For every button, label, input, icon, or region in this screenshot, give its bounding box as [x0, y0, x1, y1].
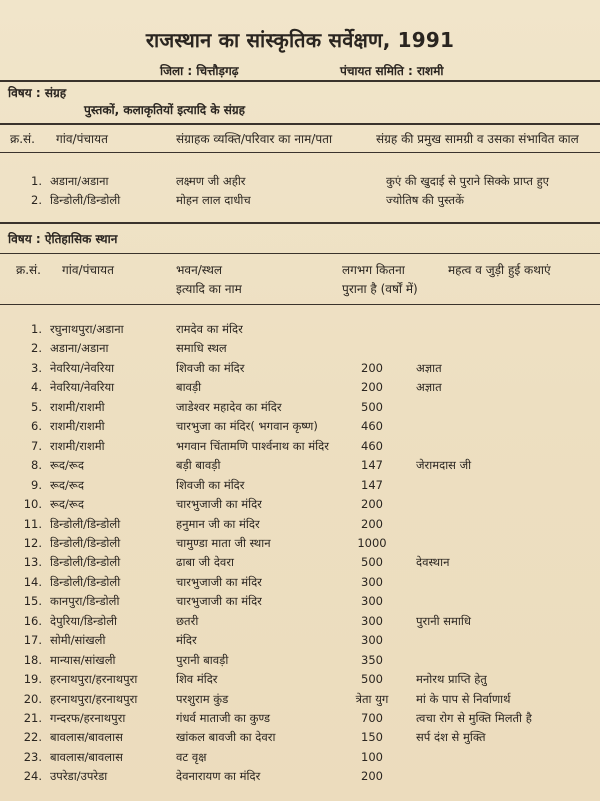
row-building: पुरानी बावड़ी: [176, 653, 229, 667]
row-age: 700: [361, 711, 383, 725]
row-age: 100: [361, 750, 383, 764]
divider: [0, 304, 600, 305]
section1-description: पुस्तकों, कलाकृतियों इत्यादि के संग्रह: [84, 103, 245, 117]
row-village: राशमी/राशमी: [50, 439, 105, 453]
s1-header-village: गांव/पंचायत: [56, 132, 108, 146]
divider: [0, 253, 600, 254]
row-sno: 15.: [23, 594, 42, 608]
row-story: त्वचा रोग से मुक्ति मिलती है: [416, 711, 532, 725]
row-age: 500: [361, 555, 383, 569]
table-row: [0, 670, 600, 689]
row-building: रामदेव का मंदिर: [176, 322, 243, 336]
row-sno: 22.: [23, 730, 42, 744]
table-row: [0, 573, 600, 592]
row-age: 350: [361, 653, 383, 667]
row-sno: 14.: [23, 575, 42, 589]
row-village: मान्यास/सांखली: [50, 653, 116, 667]
row-village: डिन्डोली/डिन्डोली: [50, 555, 121, 569]
row-sno: 10.: [23, 497, 42, 511]
row-building: खांकल बावजी का देवरा: [176, 730, 276, 744]
divider: [0, 123, 600, 125]
row-village: डिन्डोली/डिन्डोली: [50, 517, 121, 531]
table-row: [0, 437, 600, 456]
row-village: रूद/रूद: [50, 458, 84, 472]
row-sno: 7.: [31, 439, 42, 453]
row-village: राशमी/राशमी: [50, 400, 105, 414]
row-age: त्रेता युग: [355, 692, 389, 706]
row-village: हरनाथपुरा/हरनाथपुरा: [50, 672, 138, 686]
row-sno: 11.: [23, 517, 42, 531]
section1-subject: विषय : संग्रह: [8, 86, 67, 100]
row-story: मां के पाप से निर्वाणार्थ: [416, 692, 511, 706]
row-sno: 4.: [31, 380, 42, 394]
row-village: नेवरिया/नेवरिया: [50, 380, 115, 394]
row-age: 200: [361, 497, 383, 511]
row-building: हनुमान जी का मंदिर: [176, 517, 260, 531]
row-story: पुरानी समाधि: [416, 614, 471, 628]
table-row: [0, 378, 600, 397]
row-building: वट वृक्ष: [176, 750, 207, 764]
row-sno: 6.: [31, 419, 42, 433]
row-building: गंधर्व माताजी का कुण्ड: [176, 711, 271, 725]
row-village: राशमी/राशमी: [50, 419, 105, 433]
row-age: 300: [361, 575, 383, 589]
table-row: [0, 612, 600, 631]
row-sno: 24.: [23, 769, 42, 783]
table-row: [0, 651, 600, 670]
row-sno: 9.: [31, 478, 42, 492]
row-village: अडाना/अडाना: [50, 341, 109, 355]
table-row: [0, 767, 600, 786]
row-building: शिव मंदिर: [176, 672, 218, 686]
row-age: 300: [361, 633, 383, 647]
table-row: [0, 398, 600, 417]
row-age: 1000: [357, 536, 387, 550]
row-collector: मोहन लाल दाधीच: [176, 193, 251, 207]
s2-header-sno: क्र.सं.: [16, 263, 41, 277]
row-building: शिवजी का मंदिर: [176, 478, 245, 492]
section2-subject: विषय : ऐतिहासिक स्थान: [8, 232, 118, 246]
table-row: [0, 709, 600, 728]
row-sno: 1.: [31, 174, 42, 188]
row-age: 200: [361, 517, 383, 531]
row-village: डिन्डोली/डिन्डोली: [50, 536, 121, 550]
s2-header-stories: महत्व व जुड़ी हुई कथाएं: [448, 263, 551, 277]
row-collector: लक्ष्मण जी अहीर: [176, 174, 246, 188]
row-village: गन्दरफ/हरनाथपुरा: [50, 711, 126, 725]
row-sno: 19.: [23, 672, 42, 686]
divider: [0, 80, 600, 82]
panchayat-samiti-label: पंचायत समिति : राशमी: [340, 64, 444, 78]
row-age: 500: [361, 672, 383, 686]
row-age: 300: [361, 614, 383, 628]
s2-header-building-line2: इत्यादि का नाम: [176, 282, 242, 296]
row-village: बावलास/बावलास: [50, 730, 123, 744]
row-building: देवनारायण का मंदिर: [176, 769, 261, 783]
row-village: कानपुरा/डिन्डोली: [50, 594, 120, 608]
row-story: जेरामदास जी: [416, 458, 472, 472]
table-row: [0, 748, 600, 767]
table-row: [0, 553, 600, 572]
table-row: [0, 191, 600, 210]
row-age: 200: [361, 361, 383, 375]
table-row: [0, 417, 600, 436]
table-row: [0, 690, 600, 709]
row-sno: 17.: [23, 633, 42, 647]
row-building: ढाबा जी देवरा: [176, 555, 235, 569]
row-building: चारभुजाजी का मंदिर: [176, 594, 262, 608]
row-sno: 23.: [23, 750, 42, 764]
s1-header-collector: संग्राहक व्यक्ति/परिवार का नाम/पता: [176, 132, 333, 146]
table-row: [0, 728, 600, 747]
row-building: चारभुजा का मंदिर( भगवान कृष्ण): [176, 419, 318, 433]
table-row: [0, 339, 600, 358]
row-material: ज्योतिष की पुस्तकें: [386, 193, 464, 207]
row-building: भगवान चिंतामणि पार्श्वनाथ का मंदिर: [176, 439, 329, 453]
row-sno: 21.: [23, 711, 42, 725]
s2-header-age-line2: पुराना है (वर्षों में): [342, 282, 418, 296]
row-age: 500: [361, 400, 383, 414]
row-village: रघुनाथपुरा/अडाना: [50, 322, 124, 336]
row-sno: 2.: [31, 341, 42, 355]
divider: [0, 222, 600, 224]
table-row: [0, 172, 600, 191]
row-building: मंदिर: [176, 633, 197, 647]
row-village: हरनाथपुरा/हरनाथपुरा: [50, 692, 138, 706]
table-row: [0, 631, 600, 650]
row-building: बावड़ी: [176, 380, 202, 394]
row-sno: 3.: [31, 361, 42, 375]
row-building: परशुराम कुंड: [176, 692, 229, 706]
table-row: [0, 320, 600, 339]
row-village: रूद/रूद: [50, 478, 84, 492]
table-row: [0, 515, 600, 534]
s2-header-building-line1: भवन/स्थल: [176, 263, 223, 277]
row-building: शिवजी का मंदिर: [176, 361, 245, 375]
s2-header-age-line1: लगभग कितना: [342, 263, 405, 277]
page-title: राजस्थान का सांस्कृतिक सर्वेक्षण, 1991: [145, 28, 455, 52]
row-village: नेवरिया/नेवरिया: [50, 361, 115, 375]
s1-header-sno: क्र.सं.: [10, 132, 35, 146]
row-sno: 12.: [23, 536, 42, 550]
row-building: चारभुजाजी का मंदिर: [176, 575, 262, 589]
row-village: बावलास/बावलास: [50, 750, 123, 764]
district-label: जिला : चित्तौड़गढ़: [160, 64, 239, 78]
row-story: मनोरथ प्राप्ति हेतु: [416, 672, 487, 686]
row-sno: 20.: [23, 692, 42, 706]
row-village: डिन्डोली/डिन्डोली: [50, 193, 121, 207]
row-age: 147: [361, 458, 383, 472]
divider: [0, 152, 600, 153]
table-row: [0, 495, 600, 514]
row-village: सोमी/सांखली: [50, 633, 106, 647]
row-story: अज्ञात: [416, 361, 442, 375]
row-village: उपरेडा/उपरेडा: [50, 769, 108, 783]
row-building: चामुण्डा माता जी स्थान: [176, 536, 271, 550]
row-village: डिन्डोली/डिन्डोली: [50, 575, 121, 589]
table-row: [0, 456, 600, 475]
row-sno: 8.: [31, 458, 42, 472]
row-sno: 18.: [23, 653, 42, 667]
row-age: 460: [361, 419, 383, 433]
row-village: रूद/रूद: [50, 497, 84, 511]
row-building: बड़ी बावड़ी: [176, 458, 221, 472]
s2-header-village: गांव/पंचायत: [62, 263, 114, 277]
row-age: 300: [361, 594, 383, 608]
row-village: अडाना/अडाना: [50, 174, 109, 188]
row-story: अज्ञात: [416, 380, 442, 394]
row-sno: 2.: [31, 193, 42, 207]
table-row: [0, 592, 600, 611]
row-story: देवस्थान: [416, 555, 450, 569]
row-sno: 1.: [31, 322, 42, 336]
row-age: 460: [361, 439, 383, 453]
row-building: चारभुजाजी का मंदिर: [176, 497, 262, 511]
row-story: सर्प दंश से मुक्ति: [416, 730, 486, 744]
row-building: समाधि स्थल: [176, 341, 227, 355]
row-sno: 13.: [23, 555, 42, 569]
row-material: कुएं की खुदाई से पुराने सिक्के प्राप्त हुए: [386, 174, 550, 188]
table-row: [0, 534, 600, 553]
row-age: 150: [361, 730, 383, 744]
row-building: जाडेश्वर महादेव का मंदिर: [176, 400, 282, 414]
row-age: 200: [361, 380, 383, 394]
row-building: छतरी: [176, 614, 199, 628]
row-age: 200: [361, 769, 383, 783]
row-village: देपुरिया/डिन्डोली: [50, 614, 117, 628]
row-sno: 16.: [23, 614, 42, 628]
table-row: [0, 359, 600, 378]
row-sno: 5.: [31, 400, 42, 414]
row-age: 147: [361, 478, 383, 492]
table-row: [0, 476, 600, 495]
s1-header-material: संग्रह की प्रमुख सामग्री व उसका संभावित काल: [376, 132, 579, 146]
